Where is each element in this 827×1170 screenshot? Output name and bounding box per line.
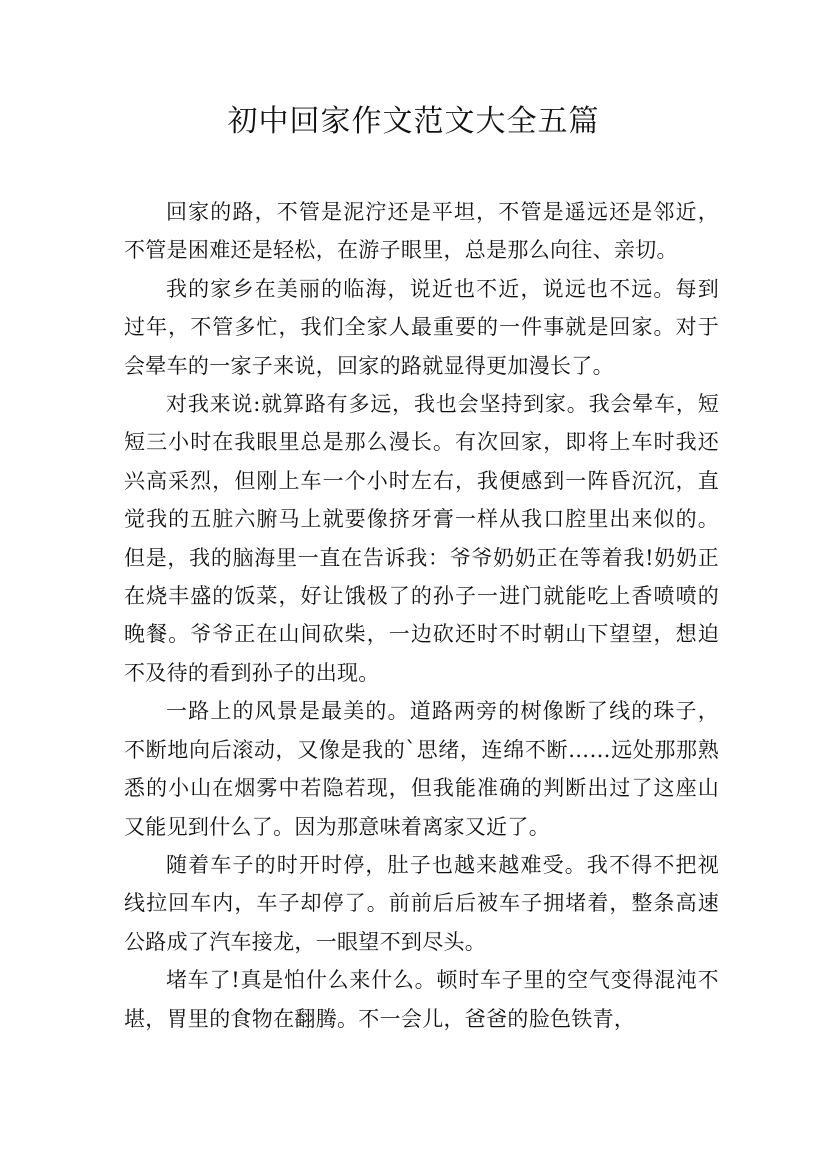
paragraph: 我的家乡在美丽的临海，说近也不近，说远也不远。每到过年，不管多忙，我们全家人最重要的一件事就是回家。对于会晕车的一家子来说，回家的路就显得更加漫长了。 xyxy=(124,276,719,378)
paragraph: 回家的路，不管是泥泞还是平坦，不管是遥远还是邻近，不管是困难还是轻松，在游子眼里，总是那么向往、亲切。 xyxy=(124,200,719,263)
document-body xyxy=(124,193,719,1038)
paragraph: 对我来说:就算路有多远，我也会坚持到家。我会晕车，短短三小时在我眼里总是那么漫长。有次回家，即将上车时我还兴高采烈，但刚上车一个小时左右，我便感到一阵昏沉沉，直觉我的五脏六腑马上就要像挤牙膏一样从我口腔里出来似的。但是，我的脑海里一直在告诉我：爷爷奶奶正在等着我!奶奶正在烧丰盛的饭菜，好让饿极了的孙子一进门就能吃上香喷喷的晚餐。爷爷正在山间砍柴，一边砍还时不时朝山下望望，想迫不及待的看到孙子的出现。 xyxy=(124,392,719,685)
paragraph: 随着车子的时开时停，肚子也越来越难受。我不得不把视线拉回车内，车子却停了。前前后后被车子拥堵着，整条高速公路成了汽车接龙，一眼望不到尽头。 xyxy=(124,852,719,954)
document-title: 初中回家作文范文大全五篇 xyxy=(227,104,600,139)
paragraph: 一路上的风景是最美的。道路两旁的树像断了线的珠子，不断地向后滚动，又像是我的`思绪，连绵不断……远处那那熟悉的小山在烟雾中若隐若现，但我能准确的判断出过了这座山又能见到什么了。因为那意味着离家又近了。 xyxy=(124,699,719,839)
paragraph: 堵车了!真是怕什么来什么。顿时车子里的空气变得混沌不堪，胃里的食物在翻腾。不一会儿，爸爸的脸色铁青， xyxy=(124,968,719,1031)
